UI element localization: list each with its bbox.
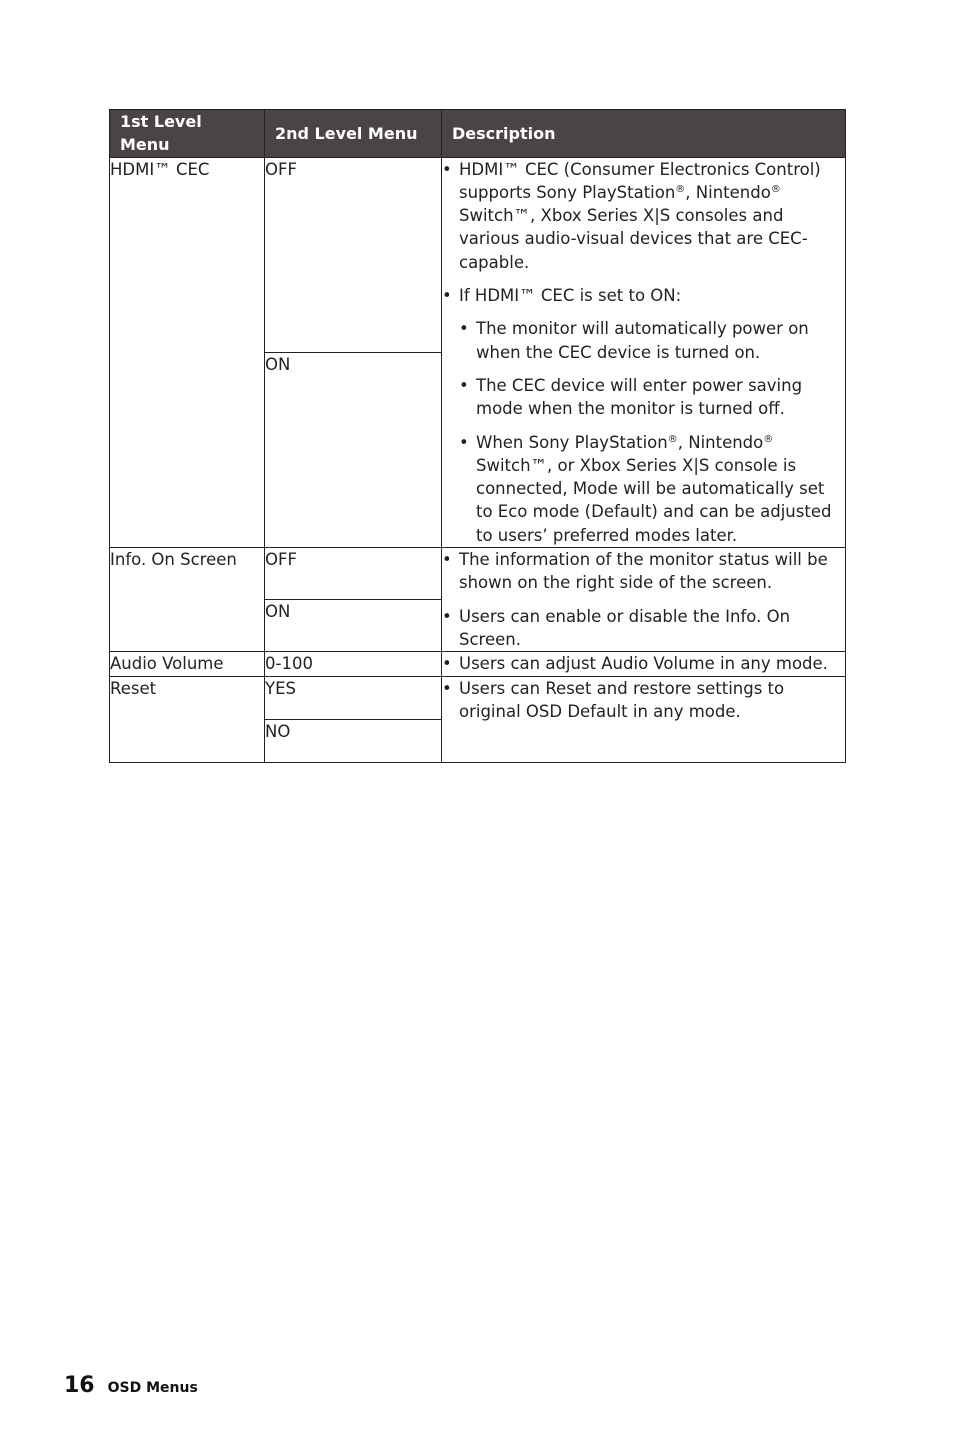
page-number: 16 (64, 1373, 95, 1398)
osd-menu-table (109, 109, 846, 763)
description-list (442, 158, 845, 547)
list-item: • The CEC device will enter power saving mode when the monitor is turned off. (459, 374, 845, 421)
option-hdmi-cec-on: ON (265, 352, 442, 547)
option-reset-yes: YES (265, 676, 442, 719)
header-description: Description (442, 110, 846, 158)
list-item: • The monitor will automatically power on when the CEC device is turned on. (459, 317, 845, 364)
menu-info-on-screen: Info. On Screen (110, 548, 265, 652)
page-footer (64, 1373, 198, 1398)
header-2nd-level-menu: 2nd Level Menu (265, 110, 442, 158)
list-item: • Users can Reset and restore settings to original OSD Default in any mode. (442, 677, 845, 724)
list-item: • Users can adjust Audio Volume in any mode. (442, 652, 845, 675)
sub-list (459, 317, 845, 547)
option-reset-no: NO (265, 719, 442, 762)
table-row-info-on-screen (110, 548, 846, 600)
description-list (442, 652, 845, 675)
list-item: • If HDMI™ CEC is set to ON: • The monitor will automatically power on when the CEC device is turned on. • The CEC device will enter power saving mode when the monitor is turned off. • When Sony PlayStation®, Nintendo® Switch™, or Xbox Series X|S console is connected, Mode will be automatically set to Eco mode (Default) and can be adjusted to users’ preferred modes later. (442, 284, 845, 547)
menu-reset: Reset (110, 676, 265, 762)
option-audio-volume-range: 0-100 (265, 652, 442, 676)
option-hdmi-cec-off: OFF (265, 157, 442, 352)
header-1st-level-menu: 1st Level Menu (110, 110, 265, 158)
table-header-row (110, 110, 846, 158)
menu-audio-volume: Audio Volume (110, 652, 265, 676)
list-item: • When Sony PlayStation®, Nintendo® Switch™, or Xbox Series X|S console is connected, Mode will be automatically set to Eco mode (Default) and can be adjusted to users’ preferred modes later. (459, 431, 845, 547)
list-item: • HDMI™ CEC (Consumer Electronics Control) supports Sony PlayStation®, Nintendo® Switch™, Xbox Series X|S consoles and various audio-visual devices that are CEC-capable. (442, 158, 845, 274)
menu-hdmi-cec: HDMI™ CEC (110, 157, 265, 547)
table-row-hdmi-cec (110, 157, 846, 352)
description-list (442, 548, 845, 651)
description-info-on-screen (442, 548, 846, 652)
option-info-on: ON (265, 600, 442, 652)
option-info-off: OFF (265, 548, 442, 600)
table-row-audio-volume (110, 652, 846, 676)
description-reset (442, 676, 846, 762)
description-audio-volume (442, 652, 846, 676)
list-item: • The information of the monitor status will be shown on the right side of the screen. (442, 548, 845, 595)
description-hdmi-cec (442, 157, 846, 547)
section-title: OSD Menus (107, 1380, 198, 1396)
description-list (442, 677, 845, 724)
table-row-reset (110, 676, 846, 719)
list-item: • Users can enable or disable the Info. On Screen. (442, 605, 845, 652)
